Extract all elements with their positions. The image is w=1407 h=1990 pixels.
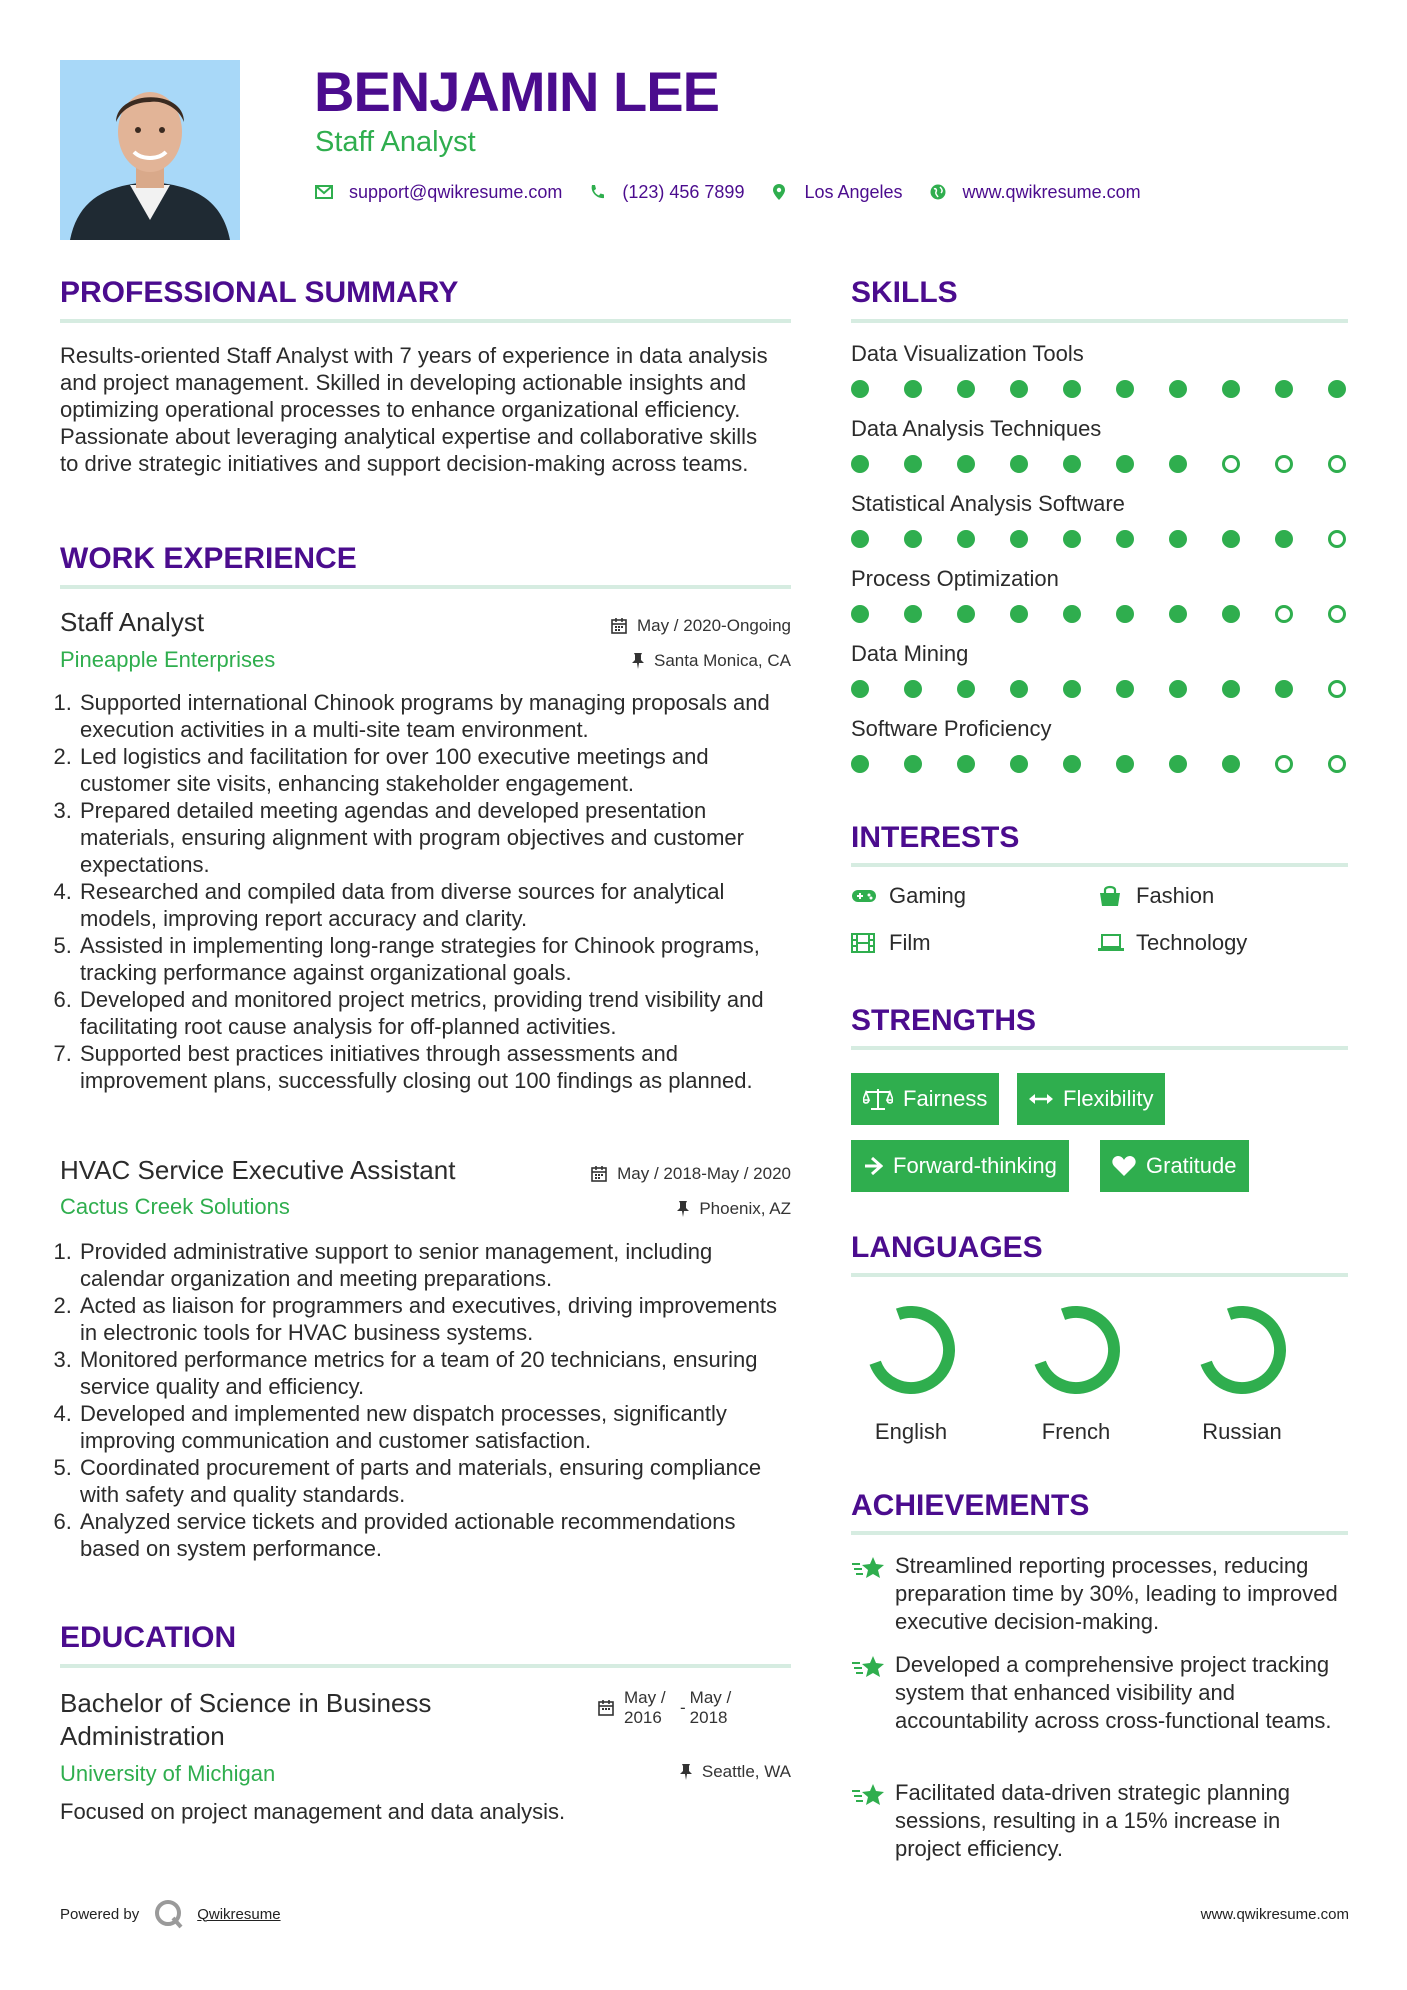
achievements-rule [851, 1531, 1348, 1535]
rating-dot-filled [1063, 455, 1081, 473]
rating-dot-empty [1275, 755, 1293, 773]
list-item: 2. Acted as liaison for programmers and executives, driving improvements in electronic tools for HVAC business systems. [78, 1292, 795, 1346]
strengths-heading: STRENGTHS [851, 1004, 1037, 1037]
list-item: 1. Supported international Chinook programs by managing proposals and execution activities in a multi-site team environment. [78, 689, 795, 743]
interest-label: Fashion [1136, 883, 1215, 908]
language-gauge [861, 1300, 961, 1400]
skill-rating [851, 455, 1351, 475]
rating-dot-filled [904, 455, 922, 473]
rating-dot-filled [1222, 605, 1240, 623]
footer-powered-by [60, 1898, 281, 1930]
list-item: 3. Monitored performance metrics for a team of 20 technicians, ensuring service quality and efficiency. [78, 1346, 795, 1400]
rating-dot-filled [851, 605, 869, 623]
interest-item [1098, 882, 1214, 910]
strength-tag [851, 1140, 1069, 1192]
arrow-right-icon [863, 1157, 883, 1175]
job-location-text: Phoenix, AZ [699, 1199, 791, 1218]
footer-url[interactable]: www.qwikresume.com [1200, 1906, 1349, 1923]
rating-dot-filled [1169, 680, 1187, 698]
calendar-icon [591, 1166, 607, 1182]
rating-dot-filled [1169, 530, 1187, 548]
strength-tag [1017, 1073, 1165, 1125]
rating-dot-filled [957, 380, 975, 398]
rating-dot-empty [1328, 605, 1346, 623]
experience-heading: WORK EXPERIENCE [60, 542, 357, 575]
degree-title: Bachelor of Science in Business Administration [60, 1688, 432, 1751]
list-item: 6. Developed and monitored project metrics, providing trend visibility and facilitating root cause analysis for off-planned activities. [78, 986, 795, 1040]
rating-dot-filled [1010, 380, 1028, 398]
summary-rule [60, 319, 791, 323]
education-date [598, 1688, 742, 1728]
shooting-star-icon [851, 1552, 895, 1636]
list-item: 5. Assisted in implementing long-range strategies for Chinook programs, tracking performance against organizational goals. [78, 932, 795, 986]
education-location-text: Seattle, WA [701, 1762, 791, 1781]
education-location [680, 1761, 791, 1783]
rating-dot-filled [1169, 380, 1187, 398]
envelope-icon [315, 183, 333, 201]
rating-dot-filled [1116, 530, 1134, 548]
rating-dot-empty [1328, 680, 1346, 698]
balance-scale-icon [863, 1088, 893, 1110]
strengths-rule [851, 1046, 1348, 1050]
brand-link[interactable]: Qwikresume [197, 1905, 281, 1923]
strength-label: Gratitude [1146, 1153, 1237, 1178]
interest-item [851, 882, 966, 910]
gamepad-icon [851, 885, 877, 907]
rating-dot-empty [1275, 605, 1293, 623]
rating-dot-filled [851, 455, 869, 473]
rating-dot-filled [1222, 380, 1240, 398]
calendar-icon [611, 618, 627, 634]
language-name: French [1041, 1419, 1111, 1444]
rating-dot-filled [1222, 530, 1240, 548]
education-description: Focused on project management and data analysis. [60, 1799, 566, 1824]
rating-dot-empty [1275, 455, 1293, 473]
list-item: 6. Analyzed service tickets and provided actionable recommendations based on system performance. [78, 1508, 795, 1562]
rating-dot-empty [1328, 530, 1346, 548]
language-item [841, 1300, 981, 1446]
rating-dot-filled [1169, 755, 1187, 773]
pushpin-icon [632, 653, 644, 669]
rating-dot-empty [1222, 455, 1240, 473]
achievement-text: Facilitated data-driven strategic planning sessions, resulting in a 15% increase in project efficiency. [895, 1780, 1291, 1861]
rating-dot-filled [904, 605, 922, 623]
interest-label: Technology [1136, 930, 1248, 955]
list-item: 3. Prepared detailed meeting agendas and developed presentation materials, ensuring alignment with program objectives and customer expectations. [78, 797, 795, 878]
skill-rating [851, 755, 1351, 775]
skill-name: Data Analysis Techniques [851, 416, 1102, 441]
skill-rating [851, 380, 1351, 400]
list-item: 7. Supported best practices initiatives through assessments and improvement plans, successfully closing out 100 findings as planned. [78, 1040, 795, 1094]
contact-location: Los Angeles [804, 181, 903, 202]
powered-by-label: Powered by [60, 1905, 140, 1923]
rating-dot-filled [851, 530, 869, 548]
strength-label: Flexibility [1063, 1086, 1154, 1111]
list-item: 4. Developed and implemented new dispatch processes, significantly improving communication and customer satisfaction. [78, 1400, 795, 1454]
phone-icon [588, 183, 606, 201]
rating-dot-filled [904, 530, 922, 548]
skills-heading: SKILLS [851, 276, 958, 309]
rating-dot-filled [1010, 680, 1028, 698]
rating-dot-filled [1275, 680, 1293, 698]
contact-website[interactable]: www.qwikresume.com [962, 181, 1141, 202]
rating-dot-filled [1063, 755, 1081, 773]
job-title: HVAC Service Executive Assistant [60, 1155, 456, 1185]
summary-heading: PROFESSIONAL SUMMARY [60, 276, 459, 309]
rating-dot-filled [1116, 380, 1134, 398]
heart-icon [1112, 1156, 1136, 1176]
rating-dot-filled [904, 755, 922, 773]
rating-dot-filled [957, 680, 975, 698]
experience-rule [60, 585, 791, 589]
shooting-star-icon [851, 1651, 895, 1735]
skill-name: Data Visualization Tools [851, 341, 1084, 366]
rating-dot-filled [1063, 530, 1081, 548]
education-heading: EDUCATION [60, 1621, 237, 1654]
strength-tag [851, 1073, 999, 1125]
strength-label: Fairness [903, 1086, 988, 1111]
skill-name: Process Optimization [851, 566, 1059, 591]
languages-heading: LANGUAGES [851, 1231, 1043, 1264]
shooting-star-icon [851, 1779, 895, 1863]
rating-dot-filled [1063, 605, 1081, 623]
language-level-arc [862, 1301, 959, 1398]
interests-rule [851, 863, 1348, 867]
skills-rule [851, 319, 1348, 323]
job-company: Cactus Creek Solutions [60, 1194, 290, 1219]
achievements-heading: ACHIEVEMENTS [851, 1489, 1090, 1522]
education-date-end: May / 2018 [689, 1688, 732, 1727]
achievement-text: Developed a comprehensive project tracking system that enhanced visibility and accountability across cross-functional teams. [895, 1652, 1332, 1733]
skill-name: Software Proficiency [851, 716, 1052, 741]
rating-dot-filled [851, 755, 869, 773]
calendar-icon [598, 1700, 614, 1716]
rating-dot-filled [957, 605, 975, 623]
language-gauge [1192, 1300, 1292, 1400]
rating-dot-filled [957, 755, 975, 773]
interest-item [851, 929, 931, 957]
skill-rating [851, 680, 1351, 700]
rating-dot-empty [1328, 455, 1346, 473]
rating-dot-filled [957, 455, 975, 473]
job-location [632, 650, 791, 672]
rating-dot-filled [1010, 605, 1028, 623]
job-company: Pineapple Enterprises [60, 647, 276, 672]
film-icon [851, 932, 877, 954]
languages-rule [851, 1273, 1348, 1277]
job-bullets [60, 1238, 795, 1562]
rating-dot-filled [1063, 380, 1081, 398]
skill-rating [851, 605, 1351, 625]
job-date [591, 1163, 791, 1185]
rating-dot-filled [1010, 755, 1028, 773]
language-item [1172, 1300, 1312, 1446]
strength-label: Forward-thinking [893, 1153, 1057, 1178]
job-date-text: May / 2018-May / 2020 [617, 1164, 791, 1183]
rating-dot-filled [1116, 680, 1134, 698]
date-separator: - [680, 1698, 686, 1717]
laptop-icon [1098, 932, 1124, 954]
interest-label: Gaming [889, 883, 967, 908]
interest-label: Film [889, 930, 931, 955]
contact-bar [315, 178, 1167, 206]
rating-dot-filled [851, 680, 869, 698]
language-item [1006, 1300, 1146, 1446]
rating-dot-filled [1010, 530, 1028, 548]
interest-item [1098, 929, 1247, 957]
skill-name: Statistical Analysis Software [851, 491, 1125, 516]
rating-dot-filled [1169, 605, 1187, 623]
qwikresume-logo-icon [153, 1898, 185, 1930]
candidate-title: Staff Analyst [315, 126, 476, 158]
candidate-name: BENJAMIN LEE [314, 60, 719, 123]
rating-dot-filled [1222, 755, 1240, 773]
rating-dot-filled [1116, 605, 1134, 623]
job-bullets [60, 689, 795, 1094]
rating-dot-filled [1116, 455, 1134, 473]
list-item: 1. Provided administrative support to senior management, including calendar organization and meeting preparations. [78, 1238, 795, 1292]
interests-heading: INTERESTS [851, 821, 1020, 854]
list-item: 2. Led logistics and facilitation for over 100 executive meetings and customer site visits, enhancing stakeholder engagement. [78, 743, 795, 797]
job-location-text: Santa Monica, CA [653, 651, 791, 670]
education-date-start: May / 2016 [624, 1688, 666, 1727]
achievement-item [851, 1779, 1348, 1863]
profile-photo [60, 60, 240, 240]
job-location [677, 1198, 791, 1220]
language-name: English [874, 1419, 948, 1444]
language-level-arc [1193, 1301, 1290, 1398]
rating-dot-filled [1169, 455, 1187, 473]
job-date-text: May / 2020-Ongoing [636, 616, 791, 635]
achievement-item [851, 1651, 1348, 1735]
strength-tag [1100, 1140, 1249, 1192]
contact-email[interactable]: support@qwikresume.com [349, 181, 563, 202]
list-item: 5. Coordinated procurement of parts and materials, ensuring compliance with safety and quality standards. [78, 1454, 795, 1508]
globe-icon [929, 183, 947, 201]
achievement-text: Streamlined reporting processes, reducing preparation time by 30%, leading to improved executive decision-making. [895, 1553, 1338, 1634]
language-gauge [1026, 1300, 1126, 1400]
pushpin-icon [680, 1764, 692, 1780]
language-name: Russian [1202, 1419, 1282, 1444]
language-level-arc [1027, 1301, 1124, 1398]
rating-dot-filled [1222, 680, 1240, 698]
skill-name: Data Mining [851, 641, 969, 666]
achievement-item [851, 1552, 1348, 1636]
summary-text: Results-oriented Staff Analyst with 7 years of experience in data analysis and project management. Skilled in developing actionable insights and optimizing operational processes to enhance organizational efficiency. Passionate about leveraging analytical expertise and collaborative skills to drive strategic initiatives and support decision-making across teams. [60, 343, 768, 476]
rating-dot-filled [1010, 455, 1028, 473]
rating-dot-filled [1063, 680, 1081, 698]
education-rule [60, 1664, 791, 1668]
rating-dot-filled [1275, 380, 1293, 398]
contact-phone[interactable]: (123) 456 7899 [622, 181, 745, 202]
school-name: University of Michigan [60, 1761, 276, 1786]
rating-dot-filled [1275, 530, 1293, 548]
rating-dot-filled [851, 380, 869, 398]
job-title: Staff Analyst [60, 607, 205, 637]
shopping-bag-icon [1098, 885, 1124, 907]
rating-dot-filled [957, 530, 975, 548]
list-item: 4. Researched and compiled data from diverse sources for analytical models, improving report accuracy and clarity. [78, 878, 795, 932]
rating-dot-filled [1116, 755, 1134, 773]
map-marker-icon [770, 183, 788, 201]
pushpin-icon [677, 1201, 689, 1217]
rating-dot-filled [904, 680, 922, 698]
rating-dot-filled [904, 380, 922, 398]
arrows-horizontal-icon [1029, 1093, 1053, 1105]
skill-rating [851, 530, 1351, 550]
rating-dot-filled [1328, 380, 1346, 398]
rating-dot-empty [1328, 755, 1346, 773]
job-date [611, 615, 791, 637]
